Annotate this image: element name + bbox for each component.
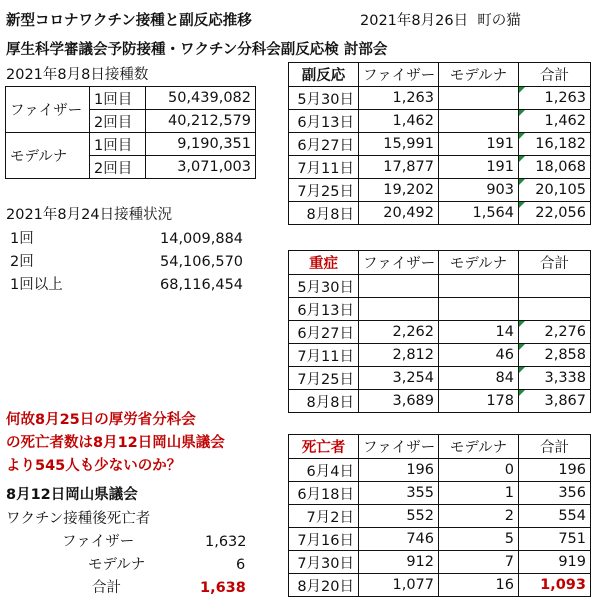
dose-cell: 2回目 (90, 110, 146, 133)
table-row (6, 133, 256, 156)
total-cell: 751 (519, 528, 591, 551)
table-row (289, 505, 591, 528)
total-cell: 20,105 (519, 179, 591, 202)
total-cell: 18,068 (519, 156, 591, 179)
count-cell: 50,439,082 (146, 87, 256, 110)
moderna-cell: 16 (439, 574, 519, 597)
aug24-label-1: 1回 (10, 231, 34, 247)
pfizer-cell: 3,254 (359, 367, 439, 390)
pfizer-cell: 355 (359, 482, 439, 505)
pfizer-cell: 912 (359, 551, 439, 574)
moderna-cell: 1,564 (439, 202, 519, 225)
okayama-label-total: 合計 (92, 580, 121, 596)
pfizer-cell: 1,077 (359, 574, 439, 597)
vaccination-aug24-title: 2021年8月24日接種状況 (6, 207, 173, 223)
total-cell: 2,276 (519, 321, 591, 344)
col-header: モデルナ (439, 63, 519, 87)
table-row (289, 179, 591, 202)
pfizer-cell: 2,262 (359, 321, 439, 344)
col-header: ファイザー (359, 251, 439, 275)
count-cell: 9,190,351 (146, 133, 256, 156)
committee-subtitle: 厚生科学審議会予防接種・ワクチン分科会副反応検 討部会 (6, 42, 388, 58)
okayama-label-pfizer: ファイザー (62, 534, 135, 550)
date-cell: 6月13日 (289, 298, 359, 321)
date-author (360, 14, 521, 29)
date-cell: 7月30日 (289, 551, 359, 574)
table-row (289, 110, 591, 133)
col-header: モデルナ (439, 251, 519, 275)
pfizer-cell: 19,202 (359, 179, 439, 202)
date-cell: 7月11日 (289, 156, 359, 179)
total-cell: 919 (519, 551, 591, 574)
pfizer-cell (359, 298, 439, 321)
col-header: 合計 (519, 435, 591, 459)
page-title: 新型コロナワクチン接種と副反応推移 (6, 13, 252, 29)
pfizer-cell: 15,991 (359, 133, 439, 156)
table-row (289, 202, 591, 225)
total-cell: 1,263 (519, 87, 591, 110)
moderna-cell: 46 (439, 344, 519, 367)
moderna-cell: 903 (439, 179, 519, 202)
severe-table (288, 250, 591, 413)
pfizer-cell: 1,263 (359, 87, 439, 110)
vaccination-aug8-title: 2021年8月8日接種数 (6, 67, 149, 83)
table-header-row (289, 63, 591, 87)
table-row (289, 390, 591, 413)
vaccination-aug8-table (5, 86, 256, 179)
moderna-cell: 191 (439, 156, 519, 179)
okayama-title: 8月12日岡山県議会 (6, 487, 138, 503)
table-row (289, 156, 591, 179)
okayama-subtitle: ワクチン接種後死亡者 (6, 511, 151, 527)
pfizer-cell: 196 (359, 459, 439, 482)
total-cell: 2,858 (519, 344, 591, 367)
pfizer-cell (359, 275, 439, 298)
col-header: 合計 (519, 63, 591, 87)
date-cell: 6月4日 (289, 459, 359, 482)
table-row (289, 551, 591, 574)
total-cell (519, 275, 591, 298)
pfizer-cell: 17,877 (359, 156, 439, 179)
total-cell: 3,338 (519, 367, 591, 390)
col-header: 死亡者 (289, 435, 359, 459)
moderna-cell: 178 (439, 390, 519, 413)
moderna-cell: 191 (439, 133, 519, 156)
col-header: ファイザー (359, 435, 439, 459)
dose-cell: 2回目 (90, 156, 146, 179)
aug24-count-1: 14,009,884 (160, 231, 244, 247)
table-row (289, 528, 591, 551)
pfizer-cell: 2,812 (359, 344, 439, 367)
date-cell: 7月2日 (289, 505, 359, 528)
okayama-label-moderna: モデルナ (88, 557, 146, 573)
col-header: 合計 (519, 251, 591, 275)
moderna-cell (439, 298, 519, 321)
count-cell: 40,212,579 (146, 110, 256, 133)
note-line-3: より545人も少ないのか？ (6, 458, 182, 474)
aug24-label-3: 1回以上 (10, 277, 63, 293)
date-cell: 6月27日 (289, 321, 359, 344)
note-line-2: の死亡者数は8月12日岡山県議会 (6, 435, 225, 451)
date: 2021年8月26日 (360, 13, 469, 29)
dose-cell: 1回目 (90, 133, 146, 156)
total-cell (519, 298, 591, 321)
table-row (289, 87, 591, 110)
col-header: 重症 (289, 251, 359, 275)
total-cell: 1,462 (519, 110, 591, 133)
side-effects-table (288, 62, 591, 225)
date-cell: 8月20日 (289, 574, 359, 597)
aug24-label-2: 2回 (10, 254, 34, 270)
maker-cell: ファイザー (6, 87, 90, 133)
moderna-cell: 2 (439, 505, 519, 528)
moderna-cell: 5 (439, 528, 519, 551)
table-row (289, 482, 591, 505)
table-row (289, 298, 591, 321)
pfizer-cell: 3,689 (359, 390, 439, 413)
author: 町の猫 (477, 13, 521, 29)
table-row (289, 275, 591, 298)
aug24-count-3: 68,116,454 (160, 277, 244, 293)
total-cell: 554 (519, 505, 591, 528)
total-cell: 356 (519, 482, 591, 505)
moderna-cell (439, 87, 519, 110)
col-header: ファイザー (359, 63, 439, 87)
date-cell: 5月30日 (289, 87, 359, 110)
table-row (6, 87, 256, 110)
total-cell: 22,056 (519, 202, 591, 225)
count-cell: 3,071,003 (146, 156, 256, 179)
table-row (289, 133, 591, 156)
date-cell: 7月25日 (289, 179, 359, 202)
okayama-value-pfizer: 1,632 (205, 534, 247, 550)
date-cell: 8月8日 (289, 202, 359, 225)
date-cell: 7月25日 (289, 367, 359, 390)
total-cell-highlight: 1,093 (519, 574, 591, 597)
dose-cell: 1回目 (90, 87, 146, 110)
total-cell: 3,867 (519, 390, 591, 413)
table-row (289, 344, 591, 367)
table-row (289, 574, 591, 597)
date-cell: 5月30日 (289, 275, 359, 298)
maker-cell: モデルナ (6, 133, 90, 179)
table-row (289, 321, 591, 344)
pfizer-cell: 552 (359, 505, 439, 528)
moderna-cell (439, 110, 519, 133)
date-cell: 7月11日 (289, 344, 359, 367)
moderna-cell: 0 (439, 459, 519, 482)
date-cell: 6月27日 (289, 133, 359, 156)
total-cell: 16,182 (519, 133, 591, 156)
date-cell: 6月13日 (289, 110, 359, 133)
moderna-cell: 84 (439, 367, 519, 390)
total-cell: 196 (519, 459, 591, 482)
date-cell: 7月16日 (289, 528, 359, 551)
pfizer-cell: 20,492 (359, 202, 439, 225)
col-header: 副反応 (289, 63, 359, 87)
date-cell: 6月18日 (289, 482, 359, 505)
note-line-1: 何故8月25日の厚労省分科会 (6, 412, 196, 428)
date-cell: 8月8日 (289, 390, 359, 413)
pfizer-cell: 1,462 (359, 110, 439, 133)
pfizer-cell: 746 (359, 528, 439, 551)
okayama-value-moderna: 6 (236, 557, 246, 573)
table-header-row (289, 251, 591, 275)
table-row (289, 367, 591, 390)
col-header: モデルナ (439, 435, 519, 459)
table-row (289, 459, 591, 482)
moderna-cell: 1 (439, 482, 519, 505)
deaths-table (288, 434, 591, 597)
moderna-cell: 14 (439, 321, 519, 344)
moderna-cell: 7 (439, 551, 519, 574)
okayama-value-total: 1,638 (200, 580, 246, 596)
moderna-cell (439, 275, 519, 298)
aug24-count-2: 54,106,570 (160, 254, 244, 270)
table-header-row (289, 435, 591, 459)
